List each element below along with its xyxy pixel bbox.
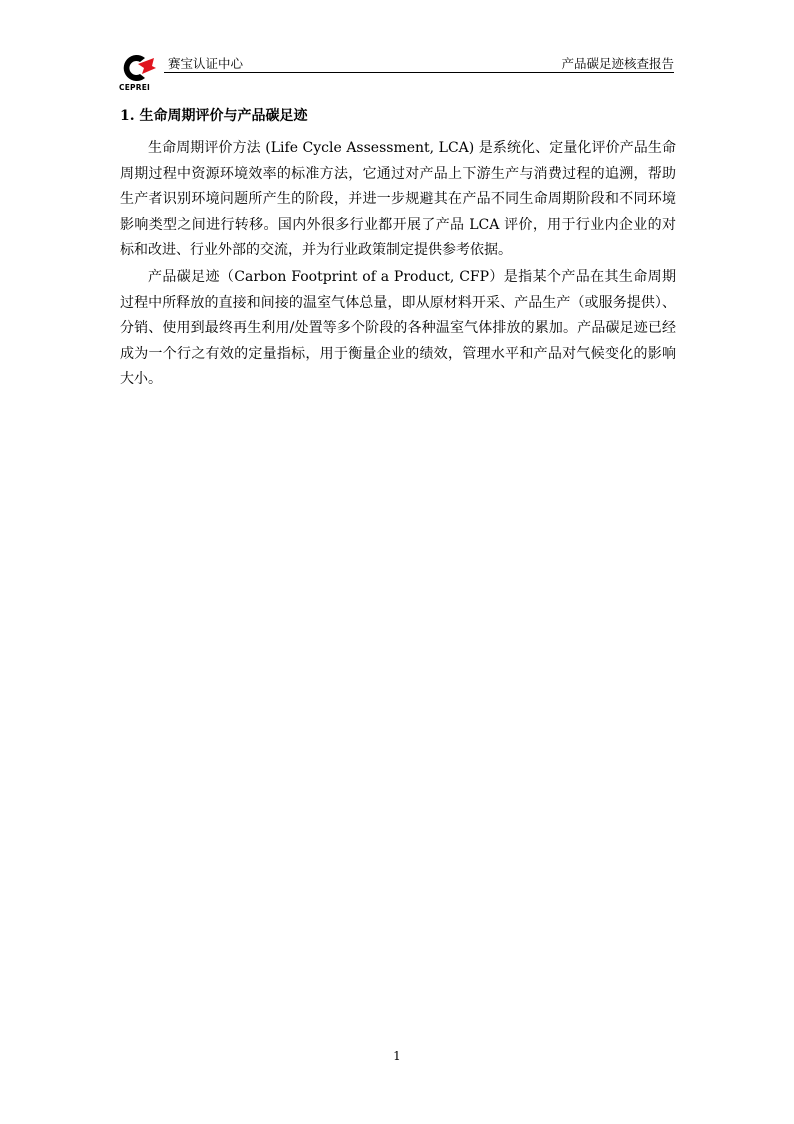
report-title: 产品碳足迹核查报告 bbox=[561, 56, 674, 71]
ceprei-logo-icon bbox=[118, 52, 158, 84]
paragraph-lca: 生命周期评价方法 (Life Cycle Assessment, LCA) 是系统化、定量化评价产品生命周期过程中资源环境效率的标准方法，它通过对产品上下游生产与消费过程的追溯，帮助生产者识别环境问题所产生的阶段，并进一步规避其在产品不同生命周期阶段和不同环境影响类型之间进行转移。国内外很多行业都开展了产品 LCA 评价，用于行业内企业的对标和改进、行业外部的交流，并为行业政策制定提供参考依据。 bbox=[120, 140, 676, 259]
section-heading: 1. 生命周期评价与产品碳足迹 bbox=[120, 108, 308, 124]
logo-wordmark: CEPREI bbox=[119, 83, 151, 92]
page-number: 1 bbox=[393, 1049, 401, 1063]
main-content bbox=[120, 106, 676, 394]
header-divider bbox=[164, 72, 674, 73]
ceprei-logo bbox=[118, 52, 158, 90]
paragraph-cfp: 产品碳足迹（Carbon Footprint of a Product, CFP）是指某个产品在其生命周期过程中所释放的直接和间接的温室气体总量，即从原材料开采、产品生产（或服务提供）、分销、使用到最终再生利用/处置等多个阶段的各种温室气体排放的累加。产品碳足迹已经成为一个行之有效的定量指标，用于衡量企业的绩效，管理水平和产品对气候变化的影响大小。 bbox=[120, 268, 676, 388]
organization-name: 赛宝认证中心 bbox=[168, 56, 244, 71]
page-header bbox=[118, 50, 674, 90]
